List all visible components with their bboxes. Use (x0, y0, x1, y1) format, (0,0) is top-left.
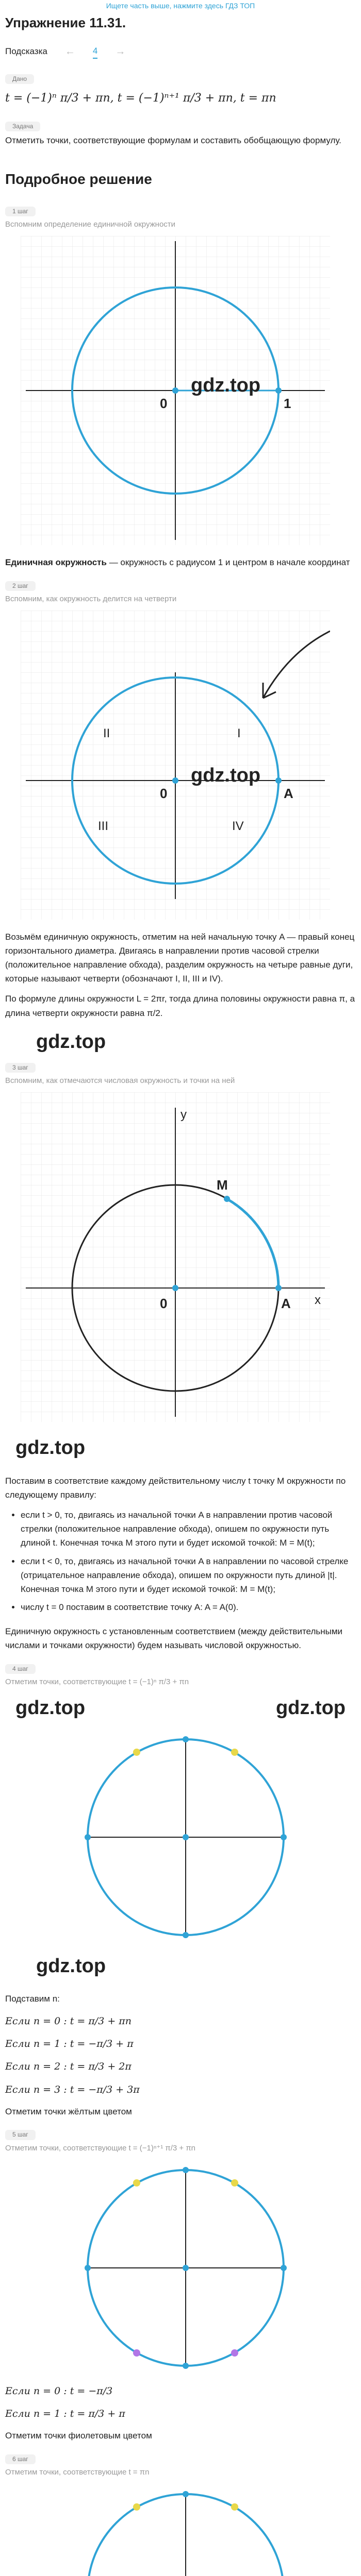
unit-circle-def (5, 555, 356, 569)
quarter-4: IV (232, 819, 244, 833)
watermark-6: gdz.top (275, 1697, 346, 1719)
point-a-label: A (284, 785, 293, 801)
sub-line: Если n = 3 : t = −π/3 + 3π (5, 2083, 140, 2095)
pink-points-figure (77, 2484, 294, 2576)
step3-hint: Вспомним, как отмечаются числовая окружность и точки на ней (5, 1076, 235, 1085)
step2-hint: Вспомним, как окружность делится на четверти (5, 594, 177, 603)
watermark: gdz.top (191, 375, 261, 397)
para-2: По формуле длины окружности L = 2πr, тогда длина половины окружности равна π, а длина четверти окружности равна π/2. (5, 994, 355, 1018)
step6-pill: 6 шаг (5, 2454, 36, 2464)
violet-points-figure (77, 2160, 294, 2376)
rules-list (21, 1508, 356, 1614)
y-axis-label: y (180, 1107, 187, 1122)
para-1: Возьмём единичную окружность, отметим на ней начальную точку A — правый конец горизонтального диаметра. Двигаясь в направлении против часовой стрелки (положительное направление обхода), разделим окружность на четыре равные дуги, которые называют четверти (обозначают I, II, III и IV). (5, 931, 355, 984)
quarter-2: II (103, 726, 110, 740)
watermark-2: gdz.top (191, 764, 261, 786)
step4-hint: Отметим точки, соответствующие t = (−1)ⁿ π/3 + πn (5, 1677, 189, 1686)
step6-hint: Отметим точки, соответствующие t = πn (5, 2467, 150, 2477)
yellow-points-svg (77, 1729, 294, 1945)
violet-note: Отметим точки фиолетовым цветом (5, 2431, 152, 2441)
rule-item: • числу t = 0 поставим в соответствие точку A: A = A(0). (21, 1600, 356, 1614)
step3-pill: 3 шаг (5, 1063, 36, 1073)
task-text: Отметить точки, соответствующие формулам и составить обобщающую формулу. (5, 135, 341, 146)
yellow-points-figure (77, 1729, 294, 1945)
task-formula: t = (−1)ⁿ π/3 + πn, t = (−1)ⁿ⁺¹ π/3 + πn, t = πn (5, 91, 276, 105)
quarters-svg (21, 611, 330, 920)
prev-arrow-icon[interactable]: ← (64, 45, 75, 57)
watermark-4: gdz.top (15, 1436, 86, 1459)
quarter-1: I (237, 726, 241, 740)
solution-heading: Подробное решение (5, 171, 152, 188)
step5-hint: Отметим точки, соответствующие t = (−1)ⁿ⁺¹ π/3 + πn (5, 2143, 196, 2153)
unit-circle-svg (21, 236, 330, 545)
step1-pill: 1 шаг (5, 207, 36, 216)
nav-bar (5, 43, 356, 60)
subs-title: Подставим n: (5, 1994, 60, 2004)
step4-pill: 4 шаг (5, 1664, 36, 1674)
quarters-figure (21, 611, 330, 920)
point-a-label-2: A (281, 1295, 291, 1311)
pink-points-svg (77, 2484, 294, 2576)
numeric-circle-figure (21, 1092, 330, 1422)
origin-label: 0 (160, 396, 168, 412)
step1-hint: Вспомним определение единичной окружности (5, 220, 176, 229)
watermark-row (5, 1692, 356, 1724)
task-pill: Задача (5, 122, 40, 131)
watermark-3: gdz.top (36, 1030, 106, 1053)
page-title: Упражнение 11.31. (5, 15, 126, 30)
x-axis-label: x (315, 1293, 321, 1307)
sub2-line: Если n = 0 : t = −π/3 (5, 2385, 113, 2397)
step2-pill: 2 шаг (5, 581, 36, 591)
violet-points-svg (77, 2160, 294, 2376)
rule-item: • если t > 0, то, двигаясь из начальной точки A в направлении против часовой стрелки (положительное направление обхода), опишем по окружности путь длиной t. Конечная точка M этого пути и будет искомой точкой: M = M(t); (21, 1508, 356, 1550)
unit-circle-figure (21, 236, 330, 545)
sub2-line: Если n = 1 : t = π/3 + π (5, 2408, 125, 2419)
origin-label-2: 0 (160, 785, 168, 801)
origin-label-3: 0 (160, 1295, 168, 1311)
one-label: 1 (284, 396, 291, 412)
unit-circle-term: Единичная окружность (5, 557, 107, 568)
point-m-label: M (217, 1177, 228, 1193)
para-4: Единичную окружность с установленным соответствием (между действительными числами и точками окружности) будем называть числовой окружностью. (5, 1626, 343, 1651)
next-arrow-icon[interactable]: → (115, 45, 126, 57)
nav-number[interactable]: 4 (93, 44, 97, 59)
sub-line: Если n = 0 : t = π/3 + πn (5, 2015, 132, 2027)
given-pill: Дано (5, 74, 34, 84)
rule-item: • если t < 0, то, двигаясь из начальной точки A в направлении по часовой стрелке (отрицательное направление обхода), опишем по окружности путь длиной |t|. Конечная точка M этого пути и будет искомой точкой: M = M(t); (21, 1554, 356, 1597)
unit-circle-def-text: — окружность с радиусом 1 и центром в начале координат (106, 557, 350, 568)
quarter-3: III (98, 819, 109, 833)
nav-label: Подсказка (5, 46, 47, 56)
watermark-5: gdz.top (15, 1697, 86, 1719)
top-link[interactable]: Ищете часть выше, нажмите здесь ГДЗ ТОП (106, 2, 255, 10)
yellow-note: Отметим точки жёлтым цветом (5, 2107, 132, 2117)
watermark-7: gdz.top (36, 1955, 106, 1977)
numeric-circle-svg (21, 1092, 330, 1422)
para-3: Поставим в соответствие каждому действительному числу t точку M окружности по следующему правилу: (5, 1476, 346, 1500)
step5-pill: 5 шаг (5, 2130, 36, 2140)
sub-line: Если n = 2 : t = π/3 + 2π (5, 2061, 132, 2073)
sub-line: Если n = 1 : t = −π/3 + π (5, 2038, 134, 2050)
